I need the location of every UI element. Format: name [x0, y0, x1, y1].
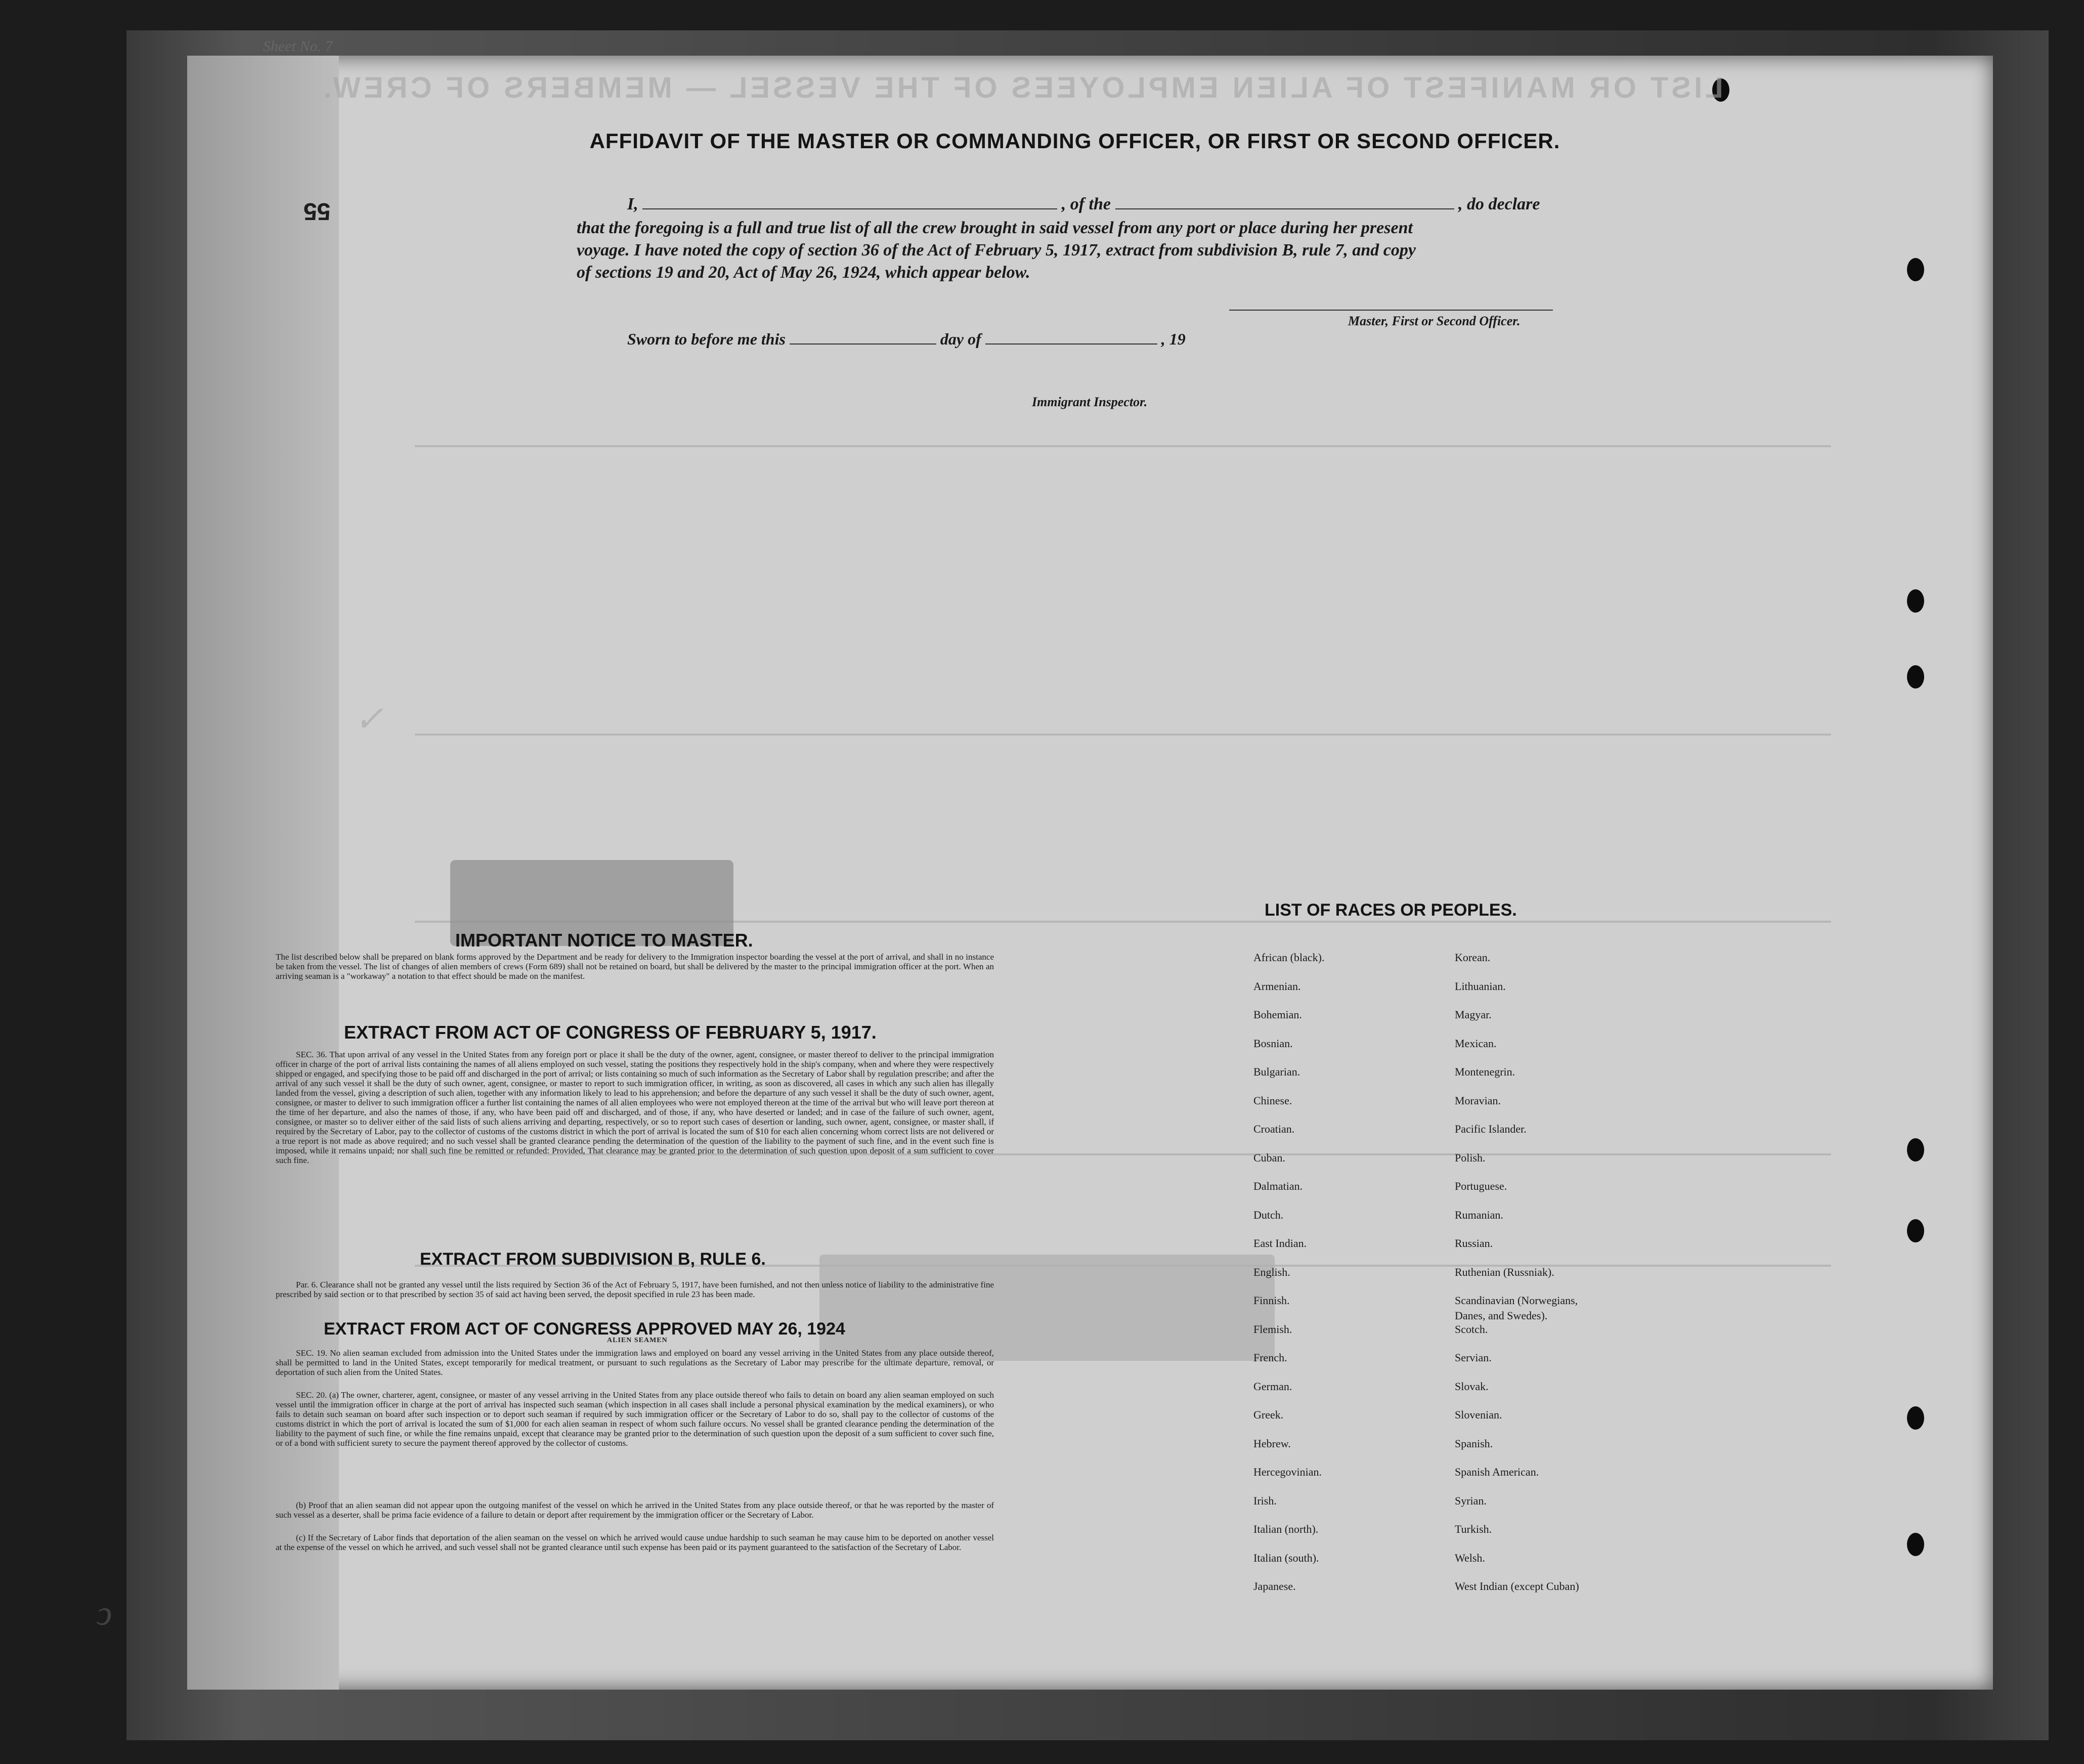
race-item: Syrian.: [1455, 1494, 1487, 1507]
race-item: English.: [1253, 1265, 1290, 1278]
rule-6-text: Par. 6. Clearance shall not be granted any vessel until the lists required by Section 36 of the Act of February 5, 1917, have been furnished, and not then unless notice of liability to the administrative fine prescribed by said section or to that prescribed by section 35 of said act having been served, the deposit specified in rule 23 has been made.: [276, 1280, 994, 1299]
punch-hole: [1907, 589, 1924, 613]
race-item: West Indian (except Cuban): [1455, 1580, 1579, 1593]
punch-hole: [1907, 1406, 1924, 1430]
race-item: Croatian.: [1253, 1123, 1295, 1135]
race-item: German.: [1253, 1380, 1292, 1393]
race-item: Spanish.: [1455, 1437, 1493, 1450]
race-item: Bosnian.: [1253, 1037, 1293, 1050]
race-item: Russian.: [1455, 1237, 1493, 1250]
race-item: East Indian.: [1253, 1237, 1307, 1250]
race-item: Slovak.: [1455, 1380, 1489, 1393]
bleed-through-rule: [415, 734, 1831, 736]
punch-hole: [1907, 665, 1924, 689]
race-item: Lithuanian.: [1455, 979, 1506, 993]
race-item: Dalmatian.: [1253, 1180, 1303, 1192]
sworn-month-blank: [985, 343, 1157, 345]
bleed-through-heading: LIST OR MANIFEST OF ALIEN EMPLOYEES OF THE VESSEL — MEMBERS OF CREW.: [320, 71, 1723, 104]
extract-1917-title: EXTRACT FROM ACT OF CONGRESS OF FEBRUARY 5, 1917.: [344, 1022, 877, 1043]
vessel-blank: [1115, 208, 1454, 209]
affidavit-declare: , do declare: [1458, 195, 1540, 213]
race-item: Turkish.: [1455, 1523, 1492, 1535]
stamp-smudge: [819, 1255, 1275, 1361]
extract-1924-sec20b: (b) Proof that an alien seaman did not appear upon the outgoing manifest of the vessel on which he arrived in the United States from any place outside thereof, or that he was reported by the master of such vessel as a deserter, shall be prima facie evidence of a failure to detain or deport after requirement by the immigration officer or the Secretary of Labor.: [276, 1500, 994, 1520]
race-item: Armenian.: [1253, 979, 1301, 993]
affidavit-line-1: [627, 195, 1540, 214]
rule-6-title: EXTRACT FROM SUBDIVISION B, RULE 6.: [420, 1250, 766, 1269]
race-item: Finnish.: [1253, 1294, 1290, 1307]
bleed-through-rule: [415, 445, 1831, 447]
race-item: African (black).: [1253, 951, 1325, 964]
notice-text: The list described below shall be prepared on blank forms approved by the Department and be ready for delivery to the Immigration inspector boarding the vessel at the port of arrival, and shall in no instance be taken from the vessel. The list of changes of alien members of crews (Form 689) shall not be retained on board, but shall be delivered by the master to the principal immigration officer at the port. When an arriving seaman is a "workaway" a notation to that effect should be made on the manifest.: [276, 952, 994, 981]
handwritten-mark: ↄ: [96, 1594, 112, 1633]
race-item: Bohemian.: [1253, 1008, 1302, 1021]
race-item: Servian.: [1455, 1351, 1492, 1364]
affidavit-line-3: voyage. I have noted the copy of section 36 of the Act of February 5, 1917, extract from subdivision B, rule 7, and copy: [577, 241, 1416, 260]
punch-hole: [1907, 1138, 1924, 1161]
race-item: Rumanian.: [1455, 1208, 1503, 1221]
race-item: Irish.: [1253, 1494, 1277, 1507]
race-item: Scotch.: [1455, 1322, 1488, 1336]
race-item: Slovenian.: [1455, 1408, 1502, 1421]
race-item: Moravian.: [1455, 1094, 1501, 1107]
name-blank: [642, 208, 1057, 209]
notice-title: IMPORTANT NOTICE TO MASTER.: [455, 930, 753, 951]
race-item: Magyar.: [1455, 1008, 1492, 1021]
race-item: Japanese.: [1253, 1580, 1296, 1593]
affidavit-title: AFFIDAVIT OF THE MASTER OR COMMANDING OFFICER, OR FIRST OR SECOND OFFICER.: [589, 129, 1560, 153]
race-item: Hebrew.: [1253, 1437, 1291, 1450]
page-number: 55: [303, 198, 331, 225]
extract-1924-sec20c: (c) If the Secretary of Labor finds that deportation of the alien seaman on the vessel on which he arrived would cause undue hardship to such seaman he may cause him to be deported on another vessel at the expense of the vessel on which he arrived, and such vessel shall not be granted clearance until such expense has been paid or its payment guaranteed to the satisfaction of the Secretary of Labor.: [276, 1533, 994, 1552]
race-item: Welsh.: [1455, 1551, 1485, 1564]
race-item: Portuguese.: [1455, 1180, 1507, 1192]
sworn-day-blank: [790, 343, 936, 345]
race-item: Greek.: [1253, 1408, 1284, 1421]
race-item: French.: [1253, 1351, 1287, 1364]
race-item: Bulgarian.: [1253, 1065, 1300, 1078]
affidavit-of-the: , of the: [1061, 195, 1111, 213]
punch-hole: [1907, 1219, 1924, 1242]
sheet-number: Sheet No. 7: [263, 38, 333, 55]
extract-1917-text: SEC. 36. That upon arrival of any vessel in the United States from any foreign port or place it shall be the duty of the owner, agent, consignee, or master thereof to deliver to the principal immigration officer in charge of the port of arrival lists containing the names of all aliens employed on such vessel, stating the positions they respectively hold in the ship's company, when and where they were respectively shipped or engaged, and specifying those to be paid off and discharged in the port of arrival; or lists containing so much of such information as the Secretary of Labor shall by regulation prescribe; and after the arrival of any such vessel it shall be the duty of such owner, agent, consignee, or master to report to such immigration officer, in writing, as soon as discovered, all cases in which any such alien has illegally landed from the vessel, giving a description of such alien, together with any information likely to lead to his apprehension; and before the departure of any such vessel it shall be the duty of such owner, agent, consignee, or master to deliver to such immigration officer a further list containing the names of all alien employees who were not employed thereon at the time of the arrival but who will leave port thereon at the time of her departure, and also the names of those, if any, who have been paid off and discharged, and of those, if any, who have deserted or landed; and in case of the failure of such owner, agent, consignee, or master so to deliver either of the said lists of such aliens arriving and departing, respectively, or so to report such cases of desertion or landing, such owner, agent, consignee, or master shall, if required by the Secretary of Labor, pay to the collector of customs of the customs district in which the port of arrival is located the sum of $10 for each alien concerning whom correct lists are not delivered or a true report is not made as above required; and no such vessel shall be granted clearance pending the determination of the question of the liability to the payment of such fine, and in the event such fine is imposed, while it remains unpaid; nor shall such fine be remitted or refunded: Provided, That clearance may be granted prior to the determination of such question upon deposit of a sum sufficient to cover such fine.: [276, 1050, 994, 1165]
affidavit-line-4: of sections 19 and 20, Act of May 26, 1924, which appear below.: [577, 263, 1030, 282]
race-item: Korean.: [1455, 951, 1491, 964]
extract-1924-title: EXTRACT FROM ACT OF CONGRESS APPROVED MAY 26, 1924: [324, 1319, 845, 1339]
signature-label: Master, First or Second Officer.: [1348, 314, 1521, 328]
inspector-label: Immigrant Inspector.: [1032, 395, 1148, 409]
race-item: Dutch.: [1253, 1208, 1284, 1221]
race-item: Ruthenian (Russniak).: [1455, 1265, 1554, 1278]
sworn-day-of: day of: [940, 330, 981, 348]
sworn-prefix: Sworn to before me this: [627, 330, 786, 348]
races-title: LIST OF RACES OR PEOPLES.: [1265, 900, 1517, 920]
handwritten-mark: ✓: [354, 700, 384, 739]
affidavit-i: I,: [627, 195, 638, 213]
punch-hole: [1907, 258, 1924, 281]
race-item: Hercegovinian.: [1253, 1466, 1322, 1478]
signature-line: [1229, 310, 1553, 311]
race-item: Chinese.: [1253, 1094, 1292, 1107]
race-item: Scandinavian (Norwegians,: [1455, 1294, 1578, 1307]
punch-hole: [1907, 1533, 1924, 1556]
extract-1924-sec20a: SEC. 20. (a) The owner, charterer, agent, consignee, or master of any vessel arriving in the United States from any place outside thereof who fails to detain on board any alien seaman employed on such vessel until the immigration officer in charge at the port of arrival has inspected such seaman (which inspection in all cases shall include a personal physical examination by the medical examiners), or who fails to detain such seaman on board after such inspection or to deport such seaman if required by such immigration officer or the Secretary of Labor to do so, shall pay to the collector of customs of the customs district in which the port of arrival is located the sum of $1,000 for each alien seaman in respect of whom such failure occurs. No vessel shall be granted clearance pending the determination of the liability to the payment of such fine, or while the fine remains unpaid, except that clearance may be granted prior to the determination of such question upon the deposit of a sum sufficient to cover such fine, or of a bond with sufficient surety to secure the payment thereof approved by the collector of customs.: [276, 1390, 994, 1448]
affidavit-line-2: that the foregoing is a full and true list of all the crew brought in said vessel from any port or place during her present: [577, 219, 1413, 237]
race-item: Flemish.: [1253, 1322, 1292, 1336]
race-item: Montenegrin.: [1455, 1065, 1515, 1078]
race-item: Polish.: [1455, 1151, 1486, 1164]
sworn-line: [627, 330, 1186, 349]
extract-1924-sec19: SEC. 19. No alien seaman excluded from admission into the United States under the immigration laws and employed on board any vessel arriving in the United States from any place outside thereof, shall be permitted to land in the United States, except temporarily for medical treatment, or pursuant to such regulations as the Secretary of Labor may prescribe for the ultimate departure, removal, or deportation of such alien from the United States.: [276, 1348, 994, 1377]
alien-seamen-subheading: ALIEN SEAMEN: [607, 1337, 668, 1344]
race-item: Italian (south).: [1253, 1551, 1319, 1564]
race-item: Cuban.: [1253, 1151, 1285, 1164]
race-item: Mexican.: [1455, 1037, 1497, 1050]
race-item: Danes, and Swedes).: [1455, 1309, 1548, 1322]
race-item: Pacific Islander.: [1455, 1123, 1527, 1135]
sworn-year: , 19: [1161, 330, 1186, 348]
race-item: Italian (north).: [1253, 1523, 1319, 1535]
race-item: Spanish American.: [1455, 1466, 1539, 1478]
